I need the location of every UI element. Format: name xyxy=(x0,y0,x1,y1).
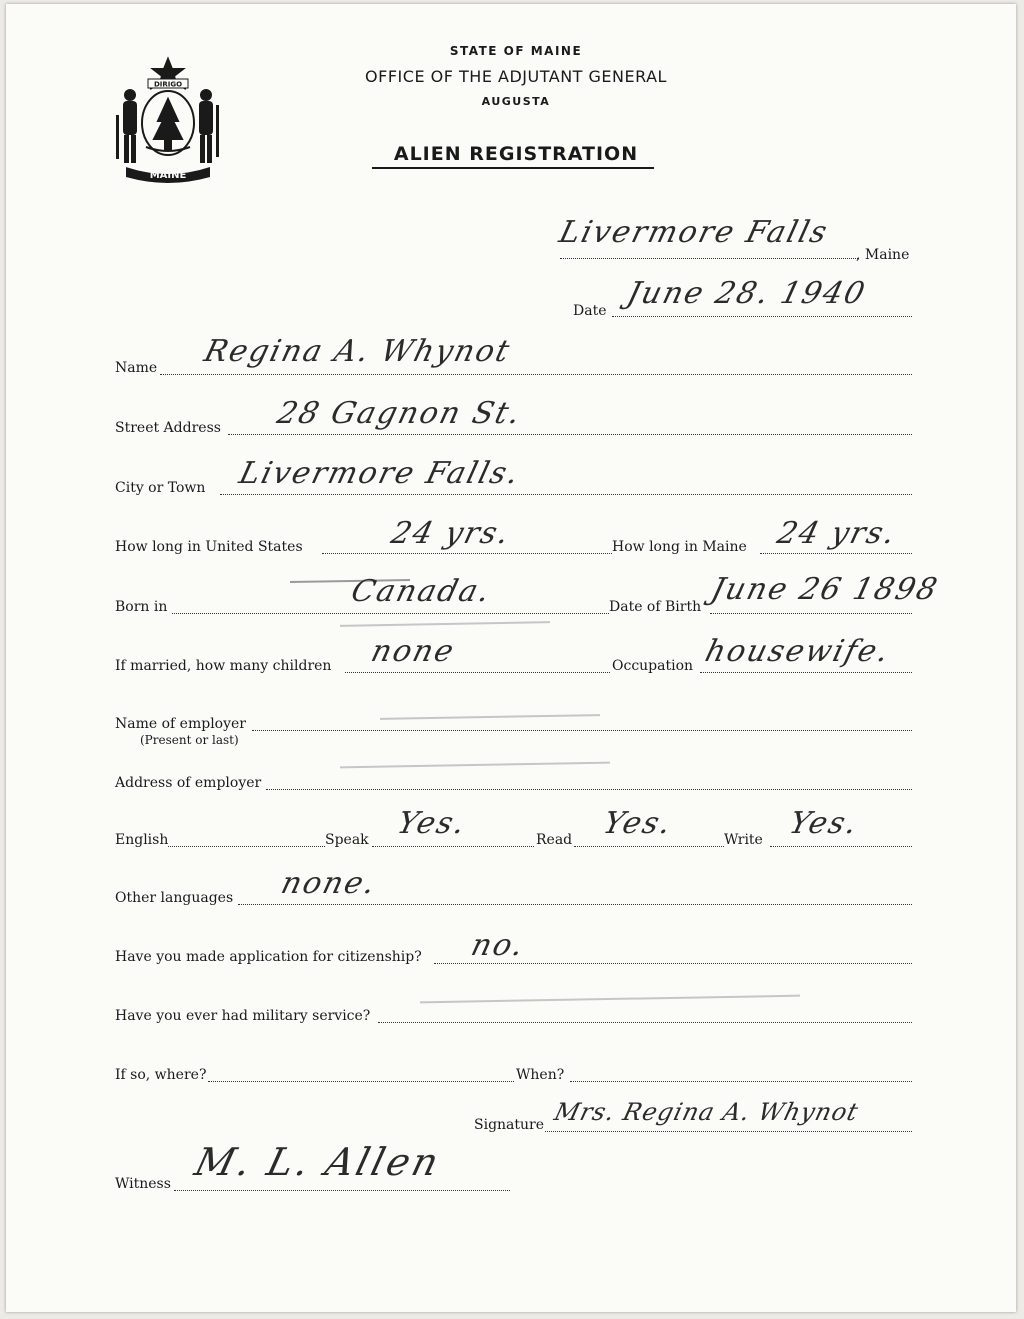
date-line xyxy=(612,316,912,317)
citizenship-value: no. xyxy=(467,928,529,963)
children-line xyxy=(345,672,610,673)
speak-line xyxy=(372,846,534,847)
name-label: Name xyxy=(115,360,158,376)
employer-address-label: Address of employer xyxy=(115,775,262,791)
born-in-line xyxy=(172,613,609,614)
english-label: English xyxy=(115,832,169,848)
employer-sub-label: (Present or last) xyxy=(140,733,239,747)
write-value: Yes. xyxy=(785,806,863,841)
date-label: Date xyxy=(573,303,607,319)
military-label: Have you ever had military service? xyxy=(115,1008,371,1024)
seal-motto-text: DIRIGO xyxy=(153,80,183,89)
name-value: Regina A. Whynot xyxy=(200,334,515,369)
read-label: Read xyxy=(536,832,573,848)
witness-line xyxy=(174,1190,510,1191)
other-languages-line xyxy=(238,904,912,905)
children-label: If married, how many children xyxy=(115,658,332,674)
place-line xyxy=(560,258,858,259)
occupation-line xyxy=(700,672,912,673)
dob-line xyxy=(710,613,912,614)
speak-label: Speak xyxy=(325,832,369,848)
title-underline xyxy=(372,167,654,169)
witness-label: Witness xyxy=(115,1176,171,1192)
employer-line xyxy=(252,730,912,731)
city-label: City or Town xyxy=(115,480,206,496)
place-value: Livermore Falls xyxy=(555,215,833,250)
signature-value: Mrs. Regina A. Whynot xyxy=(551,1098,862,1126)
street-line xyxy=(228,434,912,435)
read-line xyxy=(574,846,724,847)
street-label: Street Address xyxy=(115,420,221,436)
form-title: ALIEN REGISTRATION xyxy=(393,143,639,165)
date-value: June 28. 1940 xyxy=(623,276,870,311)
occupation-label: Occupation xyxy=(612,658,694,674)
born-in-value: Canada. xyxy=(347,574,496,609)
where-line xyxy=(208,1081,514,1082)
header-city: AUGUSTA xyxy=(481,95,551,108)
born-in-label: Born in xyxy=(115,599,168,615)
children-value: none xyxy=(367,634,459,669)
when-label: When? xyxy=(516,1067,565,1083)
citizenship-line xyxy=(434,963,912,964)
write-label: Write xyxy=(724,832,763,848)
read-value: Yes. xyxy=(599,806,677,841)
citizenship-label: Have you made application for citizenship? xyxy=(115,949,422,965)
how-long-maine-value: 24 yrs. xyxy=(773,516,901,551)
employer-address-line xyxy=(266,789,912,790)
write-line xyxy=(770,846,912,847)
occupation-value: housewife. xyxy=(701,634,894,669)
where-label: If so, where? xyxy=(115,1067,207,1083)
dob-value: June 26 1898 xyxy=(707,572,943,607)
header-state: STATE OF MAINE xyxy=(449,44,583,58)
when-line xyxy=(570,1081,912,1082)
maine-label: , Maine xyxy=(856,247,910,263)
seal-banner-text: MAINE xyxy=(149,170,187,181)
signature-line xyxy=(545,1131,912,1132)
name-line xyxy=(160,374,912,375)
city-value: Livermore Falls. xyxy=(235,456,524,491)
witness-value: M. L. Allen xyxy=(190,1140,446,1184)
how-long-us-line xyxy=(322,553,612,554)
how-long-us-label: How long in United States xyxy=(115,539,303,555)
how-long-maine-label: How long in Maine xyxy=(612,539,747,555)
how-long-us-value: 24 yrs. xyxy=(387,516,515,551)
english-line xyxy=(168,846,325,847)
how-long-maine-line xyxy=(760,553,912,554)
street-value: 28 Gagnon St. xyxy=(273,396,526,431)
header-office: OFFICE OF THE ADJUTANT GENERAL xyxy=(365,67,667,86)
city-line xyxy=(220,494,912,495)
signature-label: Signature xyxy=(474,1117,545,1133)
dob-label: Date of Birth xyxy=(609,599,702,615)
other-languages-value: none. xyxy=(277,866,381,901)
employer-label: Name of employer xyxy=(115,716,246,732)
other-languages-label: Other languages xyxy=(115,890,234,906)
military-line xyxy=(378,1022,912,1023)
speak-value: Yes. xyxy=(393,806,471,841)
